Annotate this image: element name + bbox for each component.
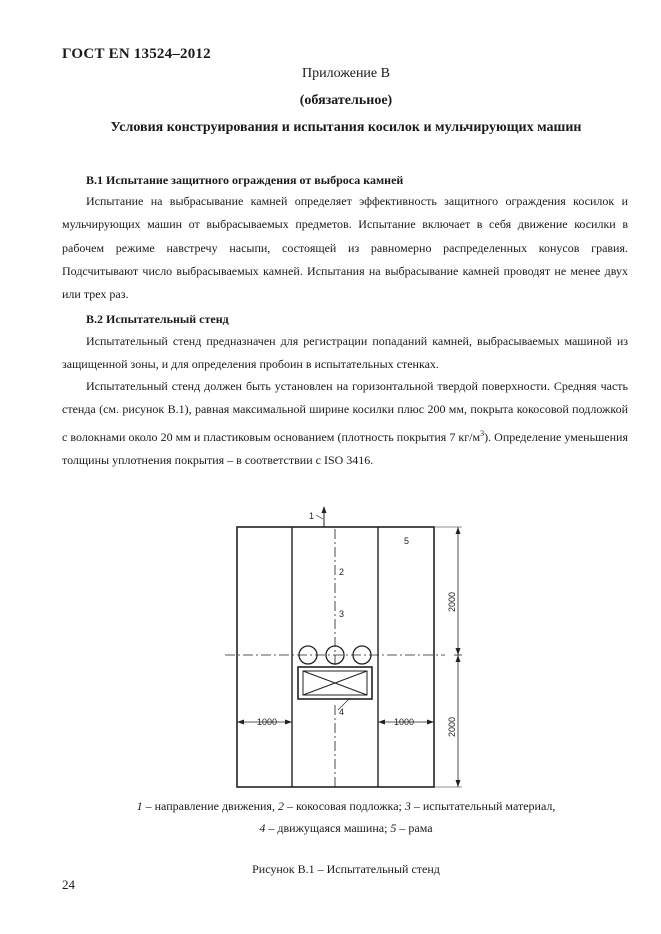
legend-text-1: – направление движения, [142,799,278,813]
figure-legend-line-2 [62,821,630,836]
superscript: 3 [480,428,485,438]
fig-label-4: 4 [339,707,345,717]
dim-arrow-right-a-icon [378,720,385,725]
page-number: 24 [62,877,75,892]
section-b1-title: В.1 Испытание защитного ограждения от выброса камней [86,173,404,187]
legend-text-3: – испытательный материал, [410,799,556,813]
appendix-title: Приложение В [302,66,390,81]
legend-num-5: 5 [390,821,397,835]
section-b2-paragraph-2 [62,375,628,472]
section-b2-paragraph-1: Испытательный стенд предназначен для регистрации попаданий камней, выбрасываемых машиной из защищенной зоны, и для определения пробоин в испытательных стенках. [62,334,628,372]
leader-line-1 [316,515,323,519]
dim-right-width: 1000 [394,717,415,727]
test-stand-frame [237,527,434,787]
paragraph-text-continued: ). Определение уменьшения толщины уплотнения покрытия – в соответствии с ISO 3416. [62,429,628,467]
dim-top-height: 2000 [447,591,457,612]
legend-text-2: – кокосовая подложка; [283,799,405,813]
fig-label-2: 2 [339,567,345,577]
test-stand-diagram [200,505,490,800]
section-b1-paragraph: Испытание на выбрасывание камней определяет эффективность защитного ограждения косилок и мульчирующих машин от выбрасываемых предметов. Испытание включает в себя движение косилки в рабочем режиме навстречу насыпи, состоящей из равномерно распределенных конусов гравия. Подсчитывают число выбрасываемых камней. Испытания на выбрасывание камней проводят не менее двух или трех раз. [62,194,628,302]
legend-num-2: 2 [277,799,284,813]
legend-num-3: 3 [404,799,411,813]
fig-label-1: 1 [309,511,315,521]
dim-arrow-mid-down-icon [456,655,461,662]
appendix-heading: Условия конструирования и испытания косилок и мульчирующих машин [110,120,582,135]
document-code: ГОСТ EN 13524–2012 [62,46,211,62]
dim-left-width: 1000 [257,717,278,727]
figure-test-stand [200,505,490,800]
legend-text-4: – движущаяся машина; [265,821,391,835]
dim-arrow-left-a-icon [237,720,244,725]
fig-label-5: 5 [404,536,410,546]
paragraph-text: Испытательный стенд должен быть установлен на горизонтальной твердой поверхности. Средняя часть стенда (см. рисунок В.1), равная максимальной ширине косилки плюс 200 мм, покрыта кокосовой подложкой с волокнами около 20 мм и пластиковым основанием (плотность покрытия 7 кг/м [62,379,628,444]
legend-text-5: – рама [396,821,433,835]
dim-arrow-left-b-icon [285,720,292,725]
dim-arrow-bottom-icon [456,780,461,787]
dim-arrow-right-b-icon [427,720,434,725]
figure-caption: Рисунок В.1 – Испытательный стенд [252,862,440,876]
legend-num-4: 4 [259,821,266,835]
arrow-head-icon [322,506,327,513]
dim-arrow-top-icon [456,527,461,534]
fig-label-3: 3 [339,609,345,619]
dim-arrow-mid-up-icon [456,648,461,655]
legend-num-1: 1 [136,799,143,813]
appendix-status: (обязательное) [299,93,393,108]
section-b2-title: В.2 Испытательный стенд [86,312,229,326]
figure-legend-line-1 [62,799,630,814]
dim-bottom-height: 2000 [447,716,457,737]
